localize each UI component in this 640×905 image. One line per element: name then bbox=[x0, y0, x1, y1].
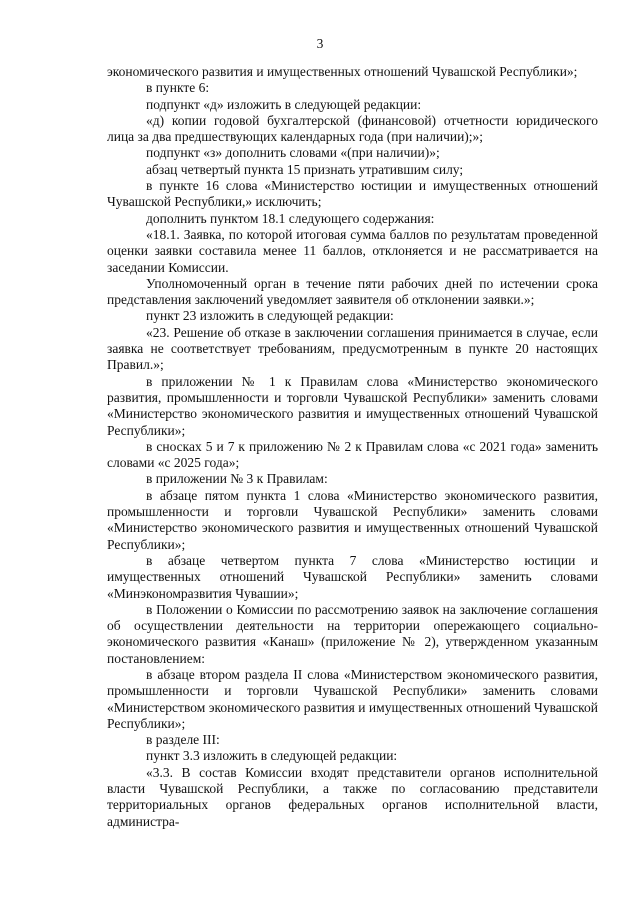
paragraph: пункт 23 изложить в следующей редакции: bbox=[146, 308, 394, 324]
paragraph: подпункт «д» изложить в следующей редакции: bbox=[146, 96, 422, 112]
paragraph: в абзаце втором раздела II слова «Министерством экономического развития, промышленности и торговли Чувашской Республики» заменить словами «Министерством экономического развития и имущественных отношений Чувашской Республики»; bbox=[107, 666, 598, 731]
paragraph: в Положении о Комиссии по рассмотрению заявок на заключение соглашения об осуществлении деятельности на территории опережающего социально-экономического развития «Канаш» (приложение № 2), утвержденном указанным постановлением: bbox=[107, 601, 598, 666]
paragraph: в приложении № 3 к Правилам: bbox=[146, 471, 328, 487]
paragraph: дополнить пунктом 18.1 следующего содержания: bbox=[146, 210, 435, 226]
paragraph: абзац четвертый пункта 15 признать утратившим силу; bbox=[146, 161, 464, 177]
paragraph: в разделе III: bbox=[146, 732, 220, 748]
page-number: 3 bbox=[316, 36, 324, 51]
paragraph: «д) копии годовой бухгалтерской (финансовой) отчетности юридического лица за два предшествующих календарных года (при наличии);»; bbox=[107, 112, 598, 145]
paragraph: экономического развития и имущественных отношений Чувашской Республики»; bbox=[107, 64, 578, 79]
paragraph: пункт 3.3 изложить в следующей редакции: bbox=[146, 748, 398, 764]
paragraph: «18.1. Заявка, по которой итоговая сумма баллов по результатам проведенной оценки заявки составила менее 11 баллов, отклоняется и не рассматривается на заседании Комиссии. bbox=[107, 226, 598, 275]
paragraph: в приложении № 1 к Правилам слова «Министерство экономического развития, промышленности и торговли Чувашской Республики» заменить словами «Министерство экономического развития и имущественных отношений Чувашской Республики»; bbox=[107, 373, 598, 438]
paragraph: подпункт «з» дополнить словами «(при наличии)»; bbox=[146, 145, 440, 161]
paragraph: в абзаце четвертом пункта 7 слова «Министерство юстиции и имущественных отношений Чувашской Республики» заменить словами «Минэкономразвития Чувашии»; bbox=[107, 552, 598, 601]
paragraph: «3.3. В состав Комиссии входят представители органов исполнительной власти Чувашской Республики, а также по согласованию представители территориальных органов федеральных органов исполнительной власти, администра- bbox=[107, 764, 598, 829]
document-body bbox=[107, 64, 598, 830]
paragraph: в пункте 16 слова «Министерство юстиции и имущественных отношений Чувашской Республики,» исключить; bbox=[107, 178, 598, 210]
paragraph: в пункте 6: bbox=[146, 80, 210, 96]
paragraph: в сносках 5 и 7 к приложению № 2 к Правилам слова «с 2021 года» заменить словами «с 2025 года»; bbox=[107, 438, 598, 471]
paragraph: «23. Решение об отказе в заключении соглашения принимается в случае, если заявка не соответствует требованиям, предусмотренным в пункте 20 настоящих Правил.»; bbox=[107, 324, 598, 373]
paragraph: Уполномоченный орган в течение пяти рабочих дней по истечении срока представления заключений уведомляет заявителя об отклонении заявки.»; bbox=[107, 275, 598, 308]
paragraph: в абзаце пятом пункта 1 слова «Министерство экономического развития, промышленности и торговли Чувашской Республики» заменить словами «Министерство экономического развития и имущественных отношений Чувашской Республики»; bbox=[107, 487, 598, 552]
